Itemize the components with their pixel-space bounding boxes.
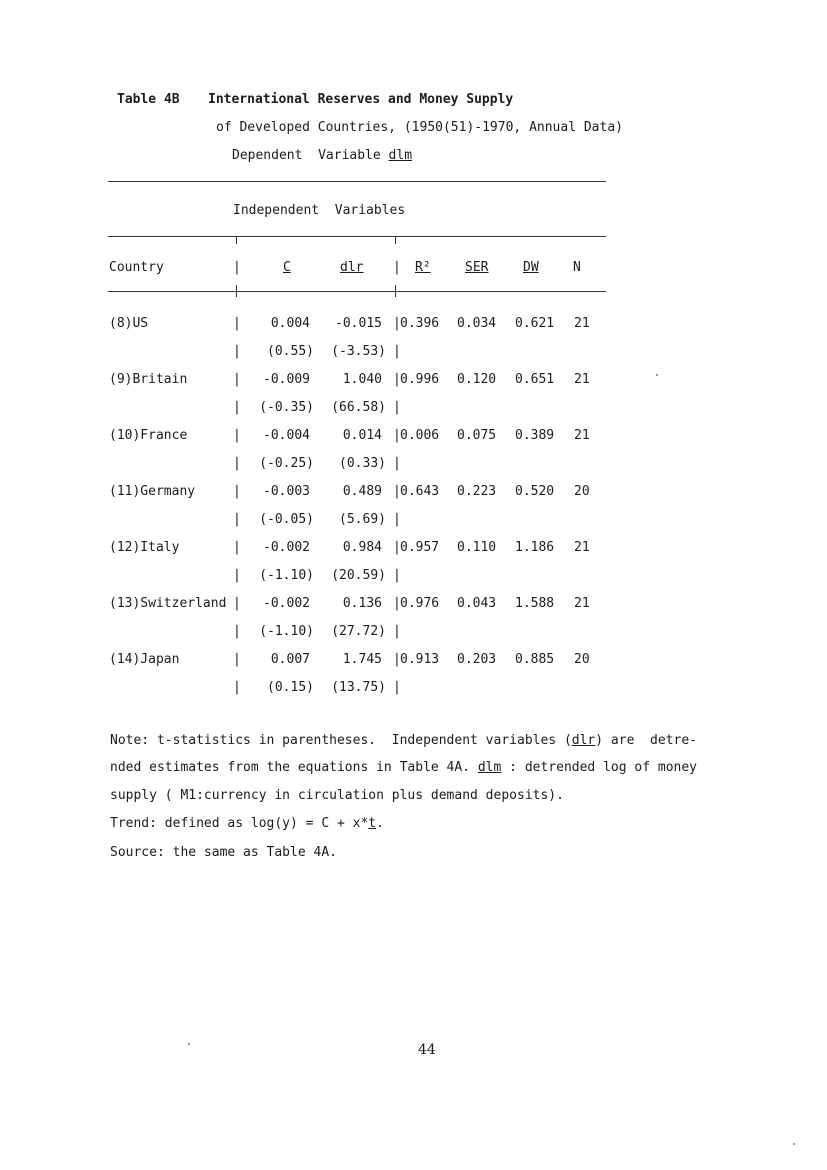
- row-divider-2: |: [393, 484, 401, 499]
- row-divider: |: [233, 568, 241, 583]
- trend-text: Trend: defined as log(y) = C + x*: [110, 816, 369, 831]
- dependent-variable-line: [232, 148, 412, 164]
- n-cell: 21: [574, 428, 590, 443]
- c-cell: -0.002: [263, 596, 310, 611]
- t-dlr-cell: (-3.53): [331, 344, 386, 359]
- c-cell: -0.002: [263, 540, 310, 555]
- row-divider-2: |: [393, 596, 401, 611]
- t-dlr-cell: (5.69): [339, 512, 386, 527]
- c-cell: 0.004: [270, 316, 310, 331]
- n-cell: 21: [574, 540, 590, 555]
- dlr-cell: 1.040: [342, 372, 382, 387]
- row-divider-2: |: [393, 428, 401, 443]
- row-divider-2: |: [393, 652, 401, 667]
- row-divider-2: |: [393, 680, 401, 695]
- country-cell: (11)Germany: [109, 484, 196, 499]
- column-header-dw: DW: [523, 260, 539, 275]
- dlr-cell: 0.136: [342, 596, 382, 611]
- r2-cell: 0.396: [400, 316, 440, 331]
- row-divider: |: [233, 400, 241, 415]
- row-divider: |: [233, 680, 241, 695]
- row-divider-2: |: [393, 624, 401, 639]
- t-dlr-cell: (0.33): [339, 456, 386, 471]
- row-divider-2: |: [393, 372, 401, 387]
- dw-cell: 1.186: [515, 540, 555, 555]
- t-c-cell: (-0.35): [259, 400, 314, 415]
- r2-cell: 0.643: [400, 484, 440, 499]
- column-header-country: Country: [109, 260, 164, 275]
- r2-cell: 0.913: [400, 652, 440, 667]
- n-cell: 21: [574, 372, 590, 387]
- country-cell: (8)US: [109, 316, 149, 331]
- ser-cell: 0.203: [457, 652, 497, 667]
- country-cell: (13)Switzerland: [109, 596, 227, 611]
- header-bottom-tick-1: [236, 285, 237, 297]
- header-divider-tick-1: [236, 236, 237, 244]
- t-dlr-cell: (66.58): [331, 400, 386, 415]
- table-title-line2: of Developed Countries, (1950(51)-1970, Annual Data): [216, 120, 623, 135]
- country-cell: (9)Britain: [109, 372, 188, 387]
- r2-cell: 0.996: [400, 372, 440, 387]
- dw-cell: 0.389: [515, 428, 555, 443]
- row-divider: |: [233, 652, 241, 667]
- country-cell: (12)Italy: [109, 540, 180, 555]
- header-divider-tick-2: [395, 236, 396, 244]
- row-divider-2: |: [393, 540, 401, 555]
- top-rule: [108, 181, 606, 182]
- dependent-variable-prefix: Dependent Variable: [232, 148, 389, 163]
- dw-cell: 0.520: [515, 484, 555, 499]
- row-divider: |: [233, 624, 241, 639]
- dlr-cell: 1.745: [342, 652, 382, 667]
- row-divider-2: |: [393, 400, 401, 415]
- note-line-2: [110, 760, 697, 776]
- row-divider-2: |: [393, 316, 401, 331]
- dw-cell: 0.621: [515, 316, 555, 331]
- r2-cell: 0.006: [400, 428, 440, 443]
- note-line-3: supply ( M1:currency in circulation plus demand deposits).: [110, 788, 564, 803]
- source-line: Source: the same as Table 4A.: [110, 845, 337, 860]
- note-text: ) are detre-: [595, 733, 698, 748]
- table-title-line1: International Reserves and Money Supply: [208, 92, 514, 107]
- n-cell: 21: [574, 316, 590, 331]
- column-header-dlr: dlr: [340, 260, 364, 275]
- row-divider-2: |: [393, 456, 401, 471]
- ser-cell: 0.043: [457, 596, 497, 611]
- dlr-cell: 0.014: [342, 428, 382, 443]
- note-text: : detrended log of money: [501, 760, 698, 775]
- independent-variables-heading: Independent Variables: [233, 203, 406, 218]
- column-header-c: C: [283, 260, 291, 275]
- ser-cell: 0.223: [457, 484, 497, 499]
- ser-cell: 0.110: [457, 540, 497, 555]
- column-header-ser: SER: [465, 260, 489, 275]
- t-c-cell: (-1.10): [259, 568, 314, 583]
- trend-variable: t: [368, 816, 377, 831]
- t-dlr-cell: (13.75): [331, 680, 386, 695]
- note-variable: dlm: [477, 760, 502, 775]
- scan-speck: [188, 1043, 190, 1045]
- row-divider: |: [233, 596, 241, 611]
- column-header-divider-2: |: [393, 260, 401, 275]
- row-divider: |: [233, 344, 241, 359]
- row-divider: |: [233, 372, 241, 387]
- dlr-cell: 0.489: [342, 484, 382, 499]
- dlr-cell: 0.984: [342, 540, 382, 555]
- ser-cell: 0.120: [457, 372, 497, 387]
- dw-cell: 0.651: [515, 372, 555, 387]
- header-top-rule: [108, 236, 606, 237]
- t-c-cell: (-0.05): [259, 512, 314, 527]
- row-divider: |: [233, 456, 241, 471]
- c-cell: -0.009: [263, 372, 310, 387]
- country-cell: (10)France: [109, 428, 188, 443]
- trend-text: .: [376, 816, 384, 831]
- row-divider: |: [233, 484, 241, 499]
- column-header-divider: |: [233, 260, 241, 275]
- dlr-cell: -0.015: [335, 316, 382, 331]
- n-cell: 21: [574, 596, 590, 611]
- t-c-cell: (0.15): [267, 680, 314, 695]
- ser-cell: 0.075: [457, 428, 497, 443]
- c-cell: -0.003: [263, 484, 310, 499]
- trend-line: [110, 816, 384, 832]
- t-c-cell: (-1.10): [259, 624, 314, 639]
- table-label: Table 4B: [117, 92, 180, 107]
- header-bottom-tick-2: [395, 285, 396, 297]
- t-dlr-cell: (20.59): [331, 568, 386, 583]
- row-divider: |: [233, 512, 241, 527]
- r2-cell: 0.957: [400, 540, 440, 555]
- row-divider-2: |: [393, 512, 401, 527]
- column-header-n: N: [573, 260, 581, 275]
- t-c-cell: (-0.25): [259, 456, 314, 471]
- header-bottom-rule: [108, 291, 606, 292]
- n-cell: 20: [574, 484, 590, 499]
- row-divider: |: [233, 540, 241, 555]
- country-cell: (14)Japan: [109, 652, 180, 667]
- c-cell: -0.004: [263, 428, 310, 443]
- c-cell: 0.007: [270, 652, 310, 667]
- scan-speck: [793, 1143, 795, 1145]
- note-text: nded estimates from the equations in Table 4A.: [110, 760, 478, 775]
- note-variable: dlr: [571, 733, 596, 748]
- dw-cell: 1.588: [515, 596, 555, 611]
- n-cell: 20: [574, 652, 590, 667]
- row-divider: |: [233, 428, 241, 443]
- row-divider: |: [233, 316, 241, 331]
- dependent-variable-name: dlm: [388, 148, 413, 163]
- t-dlr-cell: (27.72): [331, 624, 386, 639]
- scan-speck: [656, 374, 658, 376]
- row-divider-2: |: [393, 344, 401, 359]
- t-c-cell: (0.55): [267, 344, 314, 359]
- page-number: 44: [418, 1042, 436, 1058]
- ser-cell: 0.034: [457, 316, 497, 331]
- column-header-r2: R²: [415, 260, 431, 275]
- r2-cell: 0.976: [400, 596, 440, 611]
- row-divider-2: |: [393, 568, 401, 583]
- dw-cell: 0.885: [515, 652, 555, 667]
- note-line-1: [110, 733, 697, 749]
- note-text: Note: t-statistics in parentheses. Independent variables (: [110, 733, 572, 748]
